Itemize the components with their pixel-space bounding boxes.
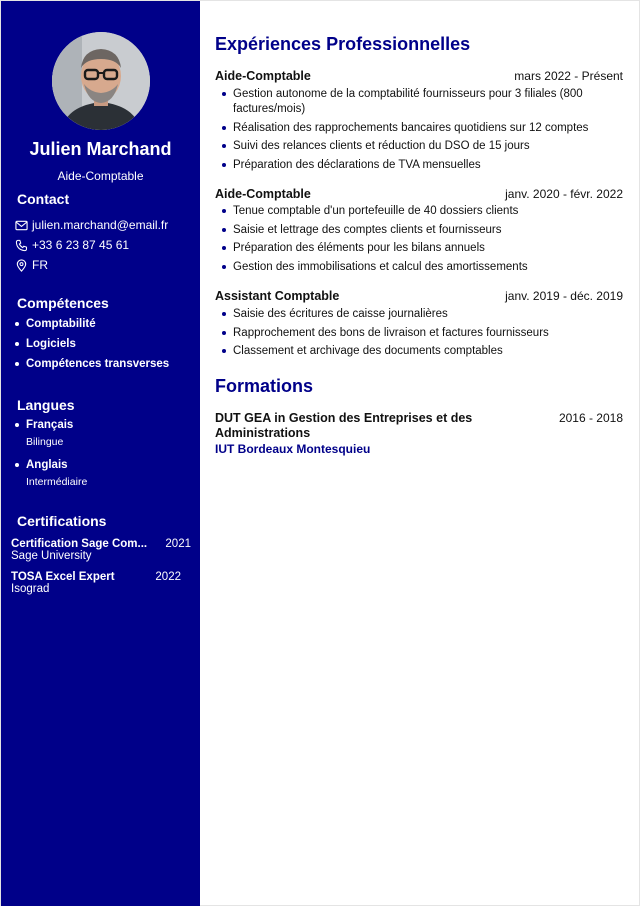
skills-heading: Compétences <box>17 295 109 311</box>
avatar <box>52 32 150 130</box>
job-date: janv. 2019 - déc. 2019 <box>505 289 623 303</box>
education-title: DUT GEA in Gestion des Entreprises et des Administrations <box>215 411 473 440</box>
job-title: Assistant Comptable <box>215 289 340 303</box>
candidate-role: Aide-Comptable <box>57 169 144 183</box>
contact-phone[interactable] <box>15 238 129 252</box>
job-bullet: Suivi des relances clients et réduction du DSO de 15 jours <box>219 139 619 154</box>
phone-text: +33 6 23 87 45 61 <box>32 238 130 252</box>
contact-location <box>15 258 48 272</box>
job-header <box>215 187 623 201</box>
skill-label: Compétences transverses <box>26 358 170 370</box>
job-title: Aide-Comptable <box>215 187 311 201</box>
certification-org: Isograd <box>11 583 50 595</box>
certification-name: Certification Sage Com... <box>11 538 148 550</box>
certification-item <box>11 538 191 550</box>
avatar-photo-icon <box>52 32 150 130</box>
job-date: janv. 2020 - févr. 2022 <box>505 187 623 201</box>
job-bullet: Saisie des écritures de caisse journalières <box>219 307 619 322</box>
job-bullet: Préparation des éléments pour les bilans annuels <box>219 241 619 256</box>
contact-email[interactable] <box>15 218 168 232</box>
education-header <box>215 411 623 441</box>
candidate-name: Julien Marchand <box>29 139 172 159</box>
skill-item <box>15 358 169 370</box>
skill-label: Logiciels <box>26 338 76 350</box>
job-bullet: Classement et archivage des documents comptables <box>219 344 619 359</box>
job-bullet: Gestion autonome de la comptabilité fournisseurs pour 3 filiales (800 factures/mois) <box>219 87 619 117</box>
sidebar <box>1 1 200 906</box>
skill-label: Comptabilité <box>26 318 96 330</box>
phone-icon <box>15 239 28 252</box>
language-level: Intermédiaire <box>26 476 88 488</box>
job-title: Aide-Comptable <box>215 69 311 83</box>
job-bullets <box>219 87 619 176</box>
certifications-heading: Certifications <box>17 513 107 529</box>
certification-org: Sage University <box>11 550 92 562</box>
location-pin-icon <box>15 259 28 272</box>
certification-year: 2021 <box>165 538 191 550</box>
certification-item <box>11 571 191 583</box>
language-item <box>15 459 68 471</box>
education-school: IUT Bordeaux Montesquieu <box>215 442 371 456</box>
bullet-dot-icon <box>15 342 19 346</box>
job-header <box>215 289 623 303</box>
location-text: FR <box>32 258 48 272</box>
language-name: Anglais <box>26 459 68 471</box>
skill-item <box>15 318 96 330</box>
job-bullets <box>219 307 619 363</box>
education-date: 2016 - 2018 <box>558 411 623 425</box>
education-heading: Formations <box>215 376 314 396</box>
job-bullet: Saisie et lettrage des comptes clients et fournisseurs <box>219 223 619 238</box>
experience-heading: Expériences Professionnelles <box>215 34 471 54</box>
job-header <box>215 69 623 83</box>
job-bullet: Gestion des immobilisations et calcul des amortissements <box>219 260 619 275</box>
bullet-dot-icon <box>15 423 19 427</box>
language-name: Français <box>26 419 74 431</box>
language-item <box>15 419 73 431</box>
bullet-dot-icon <box>15 362 19 366</box>
bullet-dot-icon <box>15 322 19 326</box>
mail-icon <box>15 219 28 232</box>
languages-heading: Langues <box>17 397 75 413</box>
skill-item <box>15 338 76 350</box>
job-bullets <box>219 204 619 278</box>
bullet-dot-icon <box>15 463 19 467</box>
job-bullet: Tenue comptable d'un portefeuille de 40 dossiers clients <box>219 204 619 219</box>
contact-heading: Contact <box>17 191 70 207</box>
certification-name: TOSA Excel Expert <box>11 571 115 583</box>
job-bullet: Préparation des déclarations de TVA mensuelles <box>219 158 619 173</box>
email-text: julien.marchand@email.fr <box>32 218 169 232</box>
job-bullet: Rapprochement des bons de livraison et factures fournisseurs <box>219 326 619 341</box>
certification-year: 2022 <box>155 571 181 583</box>
job-bullet: Réalisation des rapprochements bancaires quotidiens sur 12 comptes <box>219 121 619 136</box>
language-level: Bilingue <box>26 436 64 448</box>
job-date: mars 2022 - Présent <box>514 69 623 83</box>
